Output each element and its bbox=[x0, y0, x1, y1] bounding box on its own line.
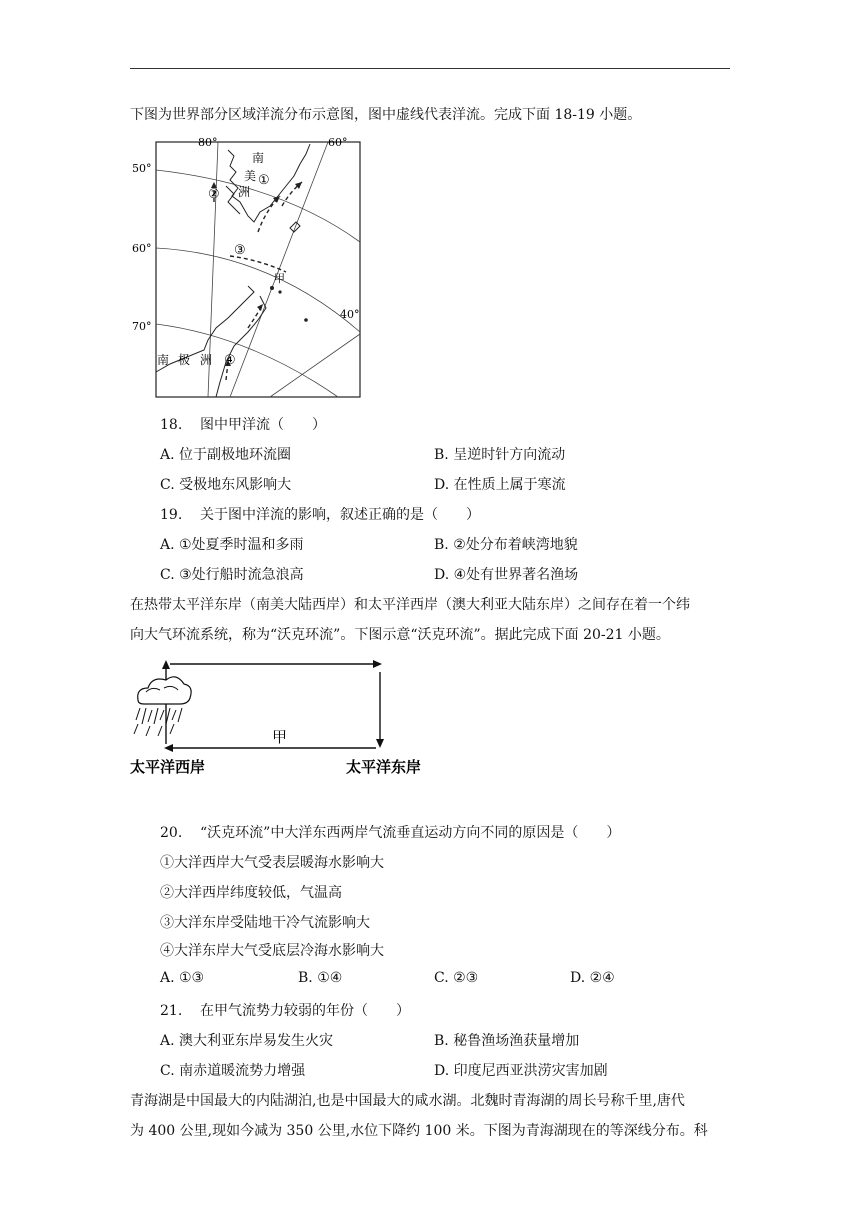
lat-label-70: 70° bbox=[132, 320, 152, 333]
lon-label-40: 40° bbox=[340, 308, 360, 321]
current-label-jia: 甲 bbox=[274, 272, 285, 285]
an-label-2: 极 bbox=[178, 353, 191, 367]
q20-option-b: B. ①④ bbox=[298, 970, 343, 986]
q18-option-c: C. 受极地东风影响大 bbox=[160, 477, 292, 493]
lat-label-50: 50° bbox=[132, 162, 152, 175]
q20-statement-1: ①大洋西岸大气受表层暖海水影响大 bbox=[160, 855, 384, 871]
ocean-current-map bbox=[130, 136, 362, 398]
q19-stem bbox=[160, 504, 480, 524]
lat-label-60: 60° bbox=[132, 242, 152, 255]
q21-number: 21. bbox=[160, 1003, 183, 1019]
q19-option-d: D. ④处有世界著名渔场 bbox=[434, 567, 579, 583]
intro-20-21-line2: 向大气环流系统，称为“沃克环流”。下图示意“沃克环流”。据此完成下面 20-21 小题。 bbox=[130, 627, 670, 643]
q19-option-a: A. ①处夏季时温和多雨 bbox=[160, 537, 304, 553]
marker-2: ② bbox=[208, 187, 220, 202]
q20-number: 20. bbox=[160, 825, 183, 841]
q18-option-d: D. 在性质上属于寒流 bbox=[434, 477, 566, 493]
q20-option-a: A. ①③ bbox=[160, 970, 205, 986]
marker-1: ① bbox=[258, 173, 270, 188]
rain-cloud-icon bbox=[134, 677, 191, 736]
q20-statement-4: ④大洋东岸大气受底层冷海水影响大 bbox=[160, 943, 384, 959]
q21-option-b: B. 秘鲁渔场渔获量增加 bbox=[434, 1033, 580, 1049]
intro-qinghai-line2: 为 400 公里,现如今减为 350 公里,水位下降约 100 米。下图为青海湖现在的等深线分布。科 bbox=[130, 1123, 708, 1139]
q20-option-d: D. ②④ bbox=[570, 970, 615, 986]
q20-stem bbox=[160, 822, 620, 842]
lon-label-80: 80° bbox=[198, 136, 218, 149]
q21-text: 在甲气流势力较弱的年份（ ） bbox=[200, 1003, 410, 1019]
sa-label-3: 洲 bbox=[238, 185, 251, 199]
sa-label-1: 南 bbox=[252, 151, 265, 165]
an-label-1: 南 bbox=[157, 353, 170, 367]
intro-20-21-line1: 在热带太平洋东岸（南美大陆西岸）和太平洋西岸（澳大利亚大陆东岸）之间存在着一个纬 bbox=[130, 597, 690, 613]
east-coast-label: 太平洋东岸 bbox=[346, 759, 422, 776]
q19-number: 19. bbox=[160, 507, 183, 523]
walker-jia-label: 甲 bbox=[272, 729, 288, 746]
q21-option-a: A. 澳大利亚东岸易发生火灾 bbox=[160, 1033, 334, 1049]
q19-text: 关于图中洋流的影响，叙述正确的是（ ） bbox=[200, 507, 480, 523]
q18-number: 18. bbox=[160, 417, 183, 433]
q21-option-c: C. 南赤道暖流势力增强 bbox=[160, 1063, 306, 1079]
q19-option-c: C. ③处行船时流急浪高 bbox=[160, 567, 304, 583]
q21-stem bbox=[160, 1000, 410, 1020]
q20-option-c: C. ②③ bbox=[434, 970, 479, 986]
q20-statement-2: ②大洋西岸纬度较低，气温高 bbox=[160, 885, 342, 901]
west-coast-label: 太平洋西岸 bbox=[130, 759, 206, 776]
q18-option-b: B. 呈逆时针方向流动 bbox=[434, 447, 566, 463]
q20-statement-3: ③大洋东岸受陆地干冷气流影响大 bbox=[160, 915, 370, 931]
marker-4: ④ bbox=[224, 353, 236, 368]
q20-text: “沃克环流”中大洋东西两岸气流垂直运动方向不同的原因是（ ） bbox=[200, 825, 621, 841]
q21-option-d: D. 印度尼西亚洪涝灾害加剧 bbox=[434, 1063, 608, 1079]
lon-label-60: 60° bbox=[328, 136, 348, 149]
intro-qinghai-line1: 青海湖是中国最大的内陆湖泊,也是中国最大的咸水湖。北魏时青海湖的周长号称千里,唐代 bbox=[130, 1093, 685, 1109]
q18-text: 图中甲洋流（ ） bbox=[200, 417, 326, 433]
q19-option-b: B. ②处分布着峡湾地貌 bbox=[434, 537, 578, 553]
an-label-3: 洲 bbox=[200, 353, 213, 367]
marker-3: ③ bbox=[234, 243, 246, 258]
intro-18-19: 下图为世界部分区域洋流分布示意图，图中虚线代表洋流。完成下面 18-19 小题。 bbox=[130, 107, 642, 123]
q18-stem bbox=[160, 414, 326, 434]
sa-label-2: 美 bbox=[244, 169, 257, 183]
header-rule bbox=[130, 68, 730, 69]
walker-circulation-diagram bbox=[130, 658, 440, 780]
q18-option-a: A. 位于副极地环流圈 bbox=[160, 447, 292, 463]
